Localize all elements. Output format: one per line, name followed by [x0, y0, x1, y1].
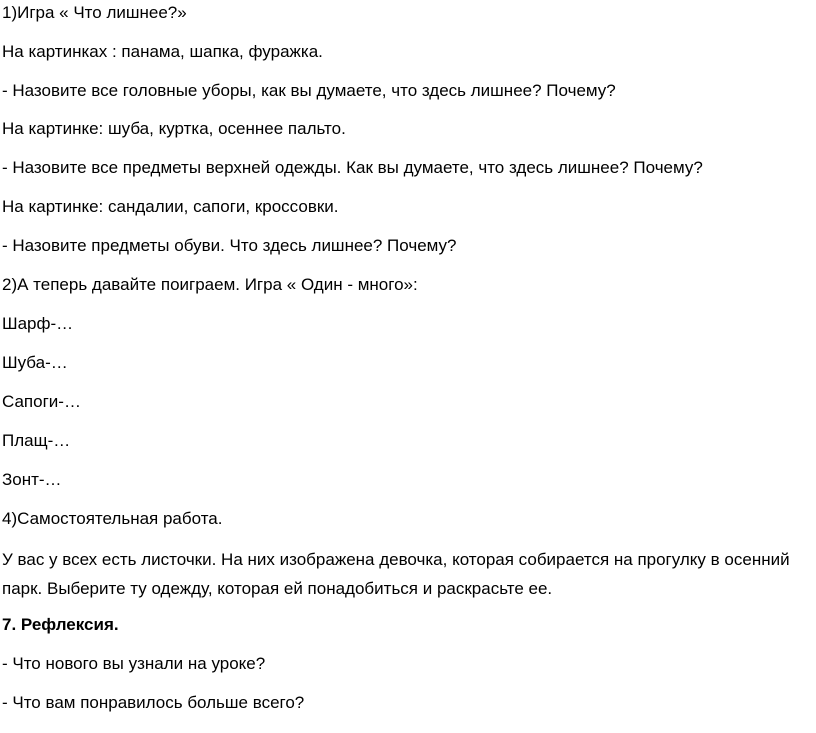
- game-title-odd-one-out: 1)Игра « Что лишнее?»: [2, 3, 187, 22]
- game-title-one-many: 2)А теперь давайте поиграем. Игра « Один - много»:: [2, 275, 418, 294]
- pictures-footwear: На картинке: сандалии, сапоги, кроссовки.: [2, 197, 339, 216]
- pictures-outerwear: На картинке: шуба, куртка, осеннее пальто.: [2, 119, 346, 138]
- word-fur-coat: Шуба-…: [2, 353, 68, 372]
- reflection-question-liked: - Что вам понравилось больше всего?: [2, 693, 305, 712]
- independent-work-description: У вас у всех есть листочки. На них изображена девочка, которая собирается на прогулку в осенний парк. Выберите ту одежду, которая ей понадобиться и раскрасьте ее.: [2, 550, 790, 598]
- question-outerwear: - Назовите все предметы верхней одежды. Как вы думаете, что здесь лишнее? Почему?: [2, 158, 703, 177]
- question-footwear: - Назовите предметы обуви. Что здесь лишнее? Почему?: [2, 236, 457, 255]
- reflection-question-learned: - Что нового вы узнали на уроке?: [2, 654, 266, 673]
- pictures-headwear: На картинках : панама, шапка, фуражка.: [2, 42, 323, 61]
- word-scarf: Шарф-…: [2, 314, 74, 333]
- word-umbrella: Зонт-…: [2, 470, 62, 489]
- reflection-heading: 7. Рефлексия.: [2, 615, 119, 634]
- word-raincoat: Плащ-…: [2, 431, 71, 450]
- word-boots: Сапоги-…: [2, 392, 81, 411]
- independent-work-title: 4)Самостоятельная работа.: [2, 509, 223, 528]
- question-headwear: - Назовите все головные уборы, как вы думаете, что здесь лишнее? Почему?: [2, 81, 616, 100]
